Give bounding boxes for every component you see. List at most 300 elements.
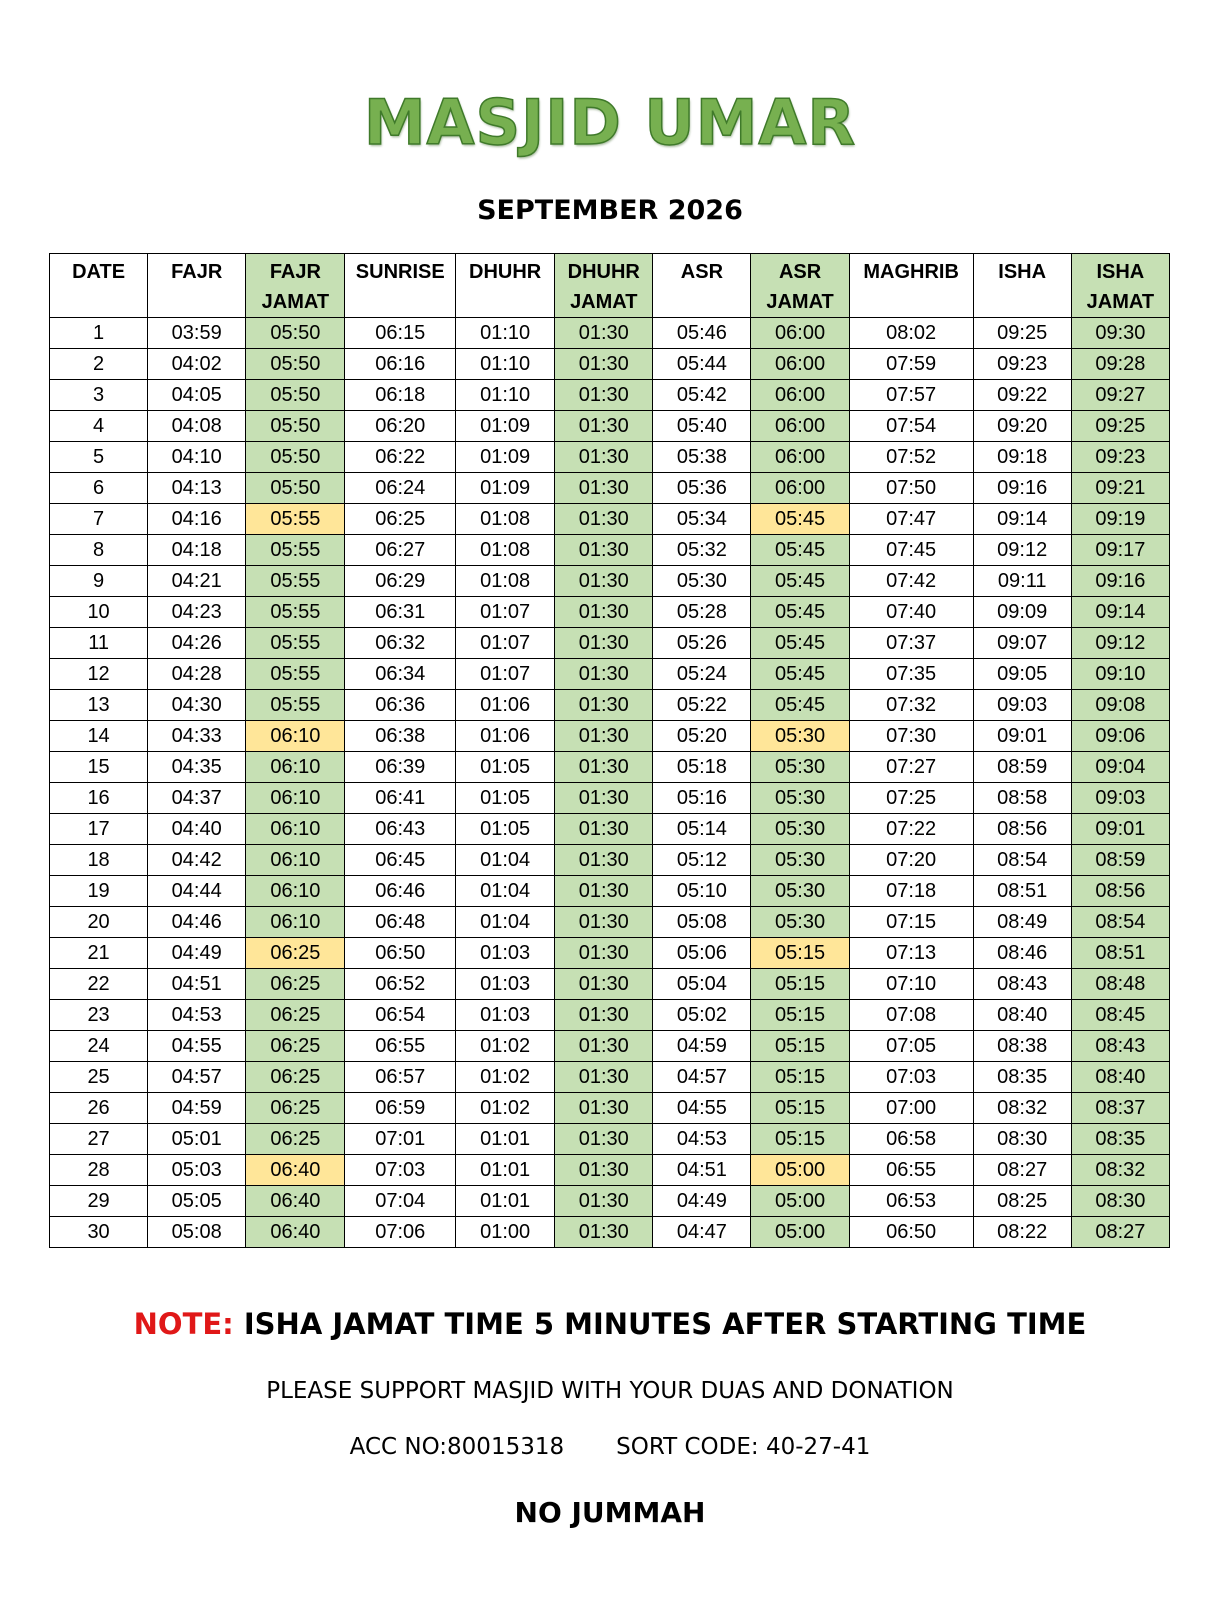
table-row <box>50 442 1170 473</box>
time-cell: 05:30 <box>751 783 849 814</box>
time-cell: 09:30 <box>1071 318 1169 349</box>
date-cell: 26 <box>50 1093 148 1124</box>
column-header-line: DATE <box>72 261 126 283</box>
time-cell: 05:30 <box>751 876 849 907</box>
month-title: SEPTEMBER 2026 <box>477 195 743 226</box>
time-cell: 08:32 <box>1071 1155 1169 1186</box>
time-cell: 04:51 <box>653 1155 751 1186</box>
time-cell: 09:14 <box>973 504 1071 535</box>
time-cell: 07:54 <box>849 411 973 442</box>
time-cell: 06:59 <box>345 1093 456 1124</box>
date-cell: 22 <box>50 969 148 1000</box>
time-cell: 06:39 <box>345 752 456 783</box>
time-cell: 01:10 <box>456 380 555 411</box>
column-header <box>849 254 973 318</box>
time-cell: 04:55 <box>148 1031 246 1062</box>
time-cell: 09:04 <box>1071 752 1169 783</box>
time-cell: 09:11 <box>973 566 1071 597</box>
time-cell: 08:54 <box>1071 907 1169 938</box>
table-row <box>50 1031 1170 1062</box>
column-header-line: DHUHR <box>469 261 542 283</box>
time-cell: 05:45 <box>751 566 849 597</box>
time-cell: 05:14 <box>653 814 751 845</box>
time-cell: 05:26 <box>653 628 751 659</box>
time-cell: 05:40 <box>653 411 751 442</box>
time-cell: 06:10 <box>246 845 345 876</box>
time-cell: 04:23 <box>148 597 246 628</box>
sort-code: SORT CODE: 40-27-41 <box>616 1434 871 1460</box>
time-cell: 05:08 <box>653 907 751 938</box>
table-body <box>50 318 1170 1248</box>
time-cell: 05:03 <box>148 1155 246 1186</box>
table-row <box>50 597 1170 628</box>
time-cell: 01:30 <box>555 597 653 628</box>
time-cell: 01:10 <box>456 349 555 380</box>
time-cell: 01:30 <box>555 752 653 783</box>
date-cell: 8 <box>50 535 148 566</box>
time-cell: 04:26 <box>148 628 246 659</box>
time-cell: 07:37 <box>849 628 973 659</box>
time-cell: 07:35 <box>849 659 973 690</box>
time-cell: 01:30 <box>555 411 653 442</box>
time-cell: 09:08 <box>1071 690 1169 721</box>
time-cell: 09:16 <box>973 473 1071 504</box>
time-cell: 07:42 <box>849 566 973 597</box>
table-row <box>50 721 1170 752</box>
time-cell: 07:20 <box>849 845 973 876</box>
time-cell: 09:23 <box>1071 442 1169 473</box>
time-cell: 05:50 <box>246 442 345 473</box>
time-cell: 06:25 <box>246 969 345 1000</box>
time-cell: 07:22 <box>849 814 973 845</box>
time-cell: 06:48 <box>345 907 456 938</box>
time-cell: 05:18 <box>653 752 751 783</box>
date-cell: 24 <box>50 1031 148 1062</box>
table-row <box>50 380 1170 411</box>
time-cell: 01:07 <box>456 659 555 690</box>
time-cell: 05:15 <box>751 938 849 969</box>
time-cell: 05:08 <box>148 1217 246 1248</box>
column-header-line: JAMAT <box>1086 291 1155 313</box>
time-cell: 04:05 <box>148 380 246 411</box>
time-cell: 08:27 <box>973 1155 1071 1186</box>
time-cell: 01:04 <box>456 907 555 938</box>
time-cell: 01:30 <box>555 535 653 566</box>
table-row <box>50 969 1170 1000</box>
time-cell: 09:27 <box>1071 380 1169 411</box>
time-cell: 09:01 <box>973 721 1071 752</box>
time-cell: 04:55 <box>653 1093 751 1124</box>
time-cell: 05:45 <box>751 535 849 566</box>
time-cell: 06:25 <box>246 1000 345 1031</box>
table-row <box>50 752 1170 783</box>
time-cell: 01:02 <box>456 1031 555 1062</box>
time-cell: 08:43 <box>973 969 1071 1000</box>
time-cell: 09:12 <box>1071 628 1169 659</box>
column-header-line: MAGHRIB <box>863 261 959 283</box>
table-row <box>50 504 1170 535</box>
time-cell: 06:25 <box>246 1093 345 1124</box>
time-cell: 05:50 <box>246 473 345 504</box>
date-cell: 6 <box>50 473 148 504</box>
date-cell: 12 <box>50 659 148 690</box>
date-cell: 28 <box>50 1155 148 1186</box>
table-row <box>50 1062 1170 1093</box>
time-cell: 05:34 <box>653 504 751 535</box>
table-row <box>50 814 1170 845</box>
time-cell: 05:30 <box>751 845 849 876</box>
date-cell: 13 <box>50 690 148 721</box>
time-cell: 08:30 <box>1071 1186 1169 1217</box>
time-cell: 04:40 <box>148 814 246 845</box>
time-cell: 05:00 <box>751 1186 849 1217</box>
time-cell: 06:20 <box>345 411 456 442</box>
time-cell: 01:30 <box>555 1000 653 1031</box>
table-row <box>50 318 1170 349</box>
time-cell: 06:00 <box>751 442 849 473</box>
time-cell: 09:07 <box>973 628 1071 659</box>
time-cell: 04:57 <box>653 1062 751 1093</box>
time-cell: 04:53 <box>148 1000 246 1031</box>
time-cell: 05:55 <box>246 597 345 628</box>
date-cell: 3 <box>50 380 148 411</box>
time-cell: 04:33 <box>148 721 246 752</box>
time-cell: 01:30 <box>555 938 653 969</box>
table-row <box>50 1093 1170 1124</box>
time-cell: 06:32 <box>345 628 456 659</box>
time-cell: 09:19 <box>1071 504 1169 535</box>
time-cell: 04:47 <box>653 1217 751 1248</box>
time-cell: 05:16 <box>653 783 751 814</box>
time-cell: 01:01 <box>456 1124 555 1155</box>
time-cell: 04:21 <box>148 566 246 597</box>
time-cell: 01:30 <box>555 814 653 845</box>
column-header <box>456 254 555 318</box>
time-cell: 01:30 <box>555 1031 653 1062</box>
time-cell: 06:54 <box>345 1000 456 1031</box>
time-cell: 06:50 <box>849 1217 973 1248</box>
time-cell: 09:21 <box>1071 473 1169 504</box>
time-cell: 04:16 <box>148 504 246 535</box>
time-cell: 06:43 <box>345 814 456 845</box>
time-cell: 05:50 <box>246 349 345 380</box>
time-cell: 01:01 <box>456 1186 555 1217</box>
time-cell: 06:40 <box>246 1155 345 1186</box>
time-cell: 07:13 <box>849 938 973 969</box>
column-header <box>345 254 456 318</box>
time-cell: 06:57 <box>345 1062 456 1093</box>
time-cell: 04:18 <box>148 535 246 566</box>
time-cell: 04:49 <box>148 938 246 969</box>
time-cell: 01:04 <box>456 845 555 876</box>
time-cell: 06:55 <box>345 1031 456 1062</box>
time-cell: 06:10 <box>246 721 345 752</box>
time-cell: 08:27 <box>1071 1217 1169 1248</box>
column-header <box>751 254 849 318</box>
time-cell: 01:30 <box>555 380 653 411</box>
date-cell: 25 <box>50 1062 148 1093</box>
time-cell: 01:03 <box>456 969 555 1000</box>
masjid-title: MASJID UMAR <box>363 86 857 159</box>
time-cell: 01:30 <box>555 566 653 597</box>
time-cell: 08:51 <box>1071 938 1169 969</box>
table-row <box>50 628 1170 659</box>
time-cell: 01:08 <box>456 566 555 597</box>
time-cell: 04:02 <box>148 349 246 380</box>
time-cell: 05:01 <box>148 1124 246 1155</box>
time-cell: 09:17 <box>1071 535 1169 566</box>
time-cell: 07:15 <box>849 907 973 938</box>
time-cell: 01:30 <box>555 721 653 752</box>
date-cell: 1 <box>50 318 148 349</box>
time-cell: 05:50 <box>246 318 345 349</box>
time-cell: 01:30 <box>555 1155 653 1186</box>
time-cell: 01:30 <box>555 1124 653 1155</box>
time-cell: 06:38 <box>345 721 456 752</box>
time-cell: 05:55 <box>246 566 345 597</box>
date-cell: 27 <box>50 1124 148 1155</box>
time-cell: 01:30 <box>555 473 653 504</box>
column-header-line: DHUHR <box>567 261 640 283</box>
column-header <box>555 254 653 318</box>
time-cell: 06:00 <box>751 380 849 411</box>
header-row <box>50 254 1170 318</box>
table-row <box>50 783 1170 814</box>
time-cell: 06:00 <box>751 473 849 504</box>
time-cell: 01:30 <box>555 1217 653 1248</box>
time-cell: 06:31 <box>345 597 456 628</box>
time-cell: 04:49 <box>653 1186 751 1217</box>
time-cell: 01:30 <box>555 1093 653 1124</box>
time-cell: 05:20 <box>653 721 751 752</box>
time-cell: 05:50 <box>246 380 345 411</box>
time-cell: 05:55 <box>246 504 345 535</box>
column-header-line: JAMAT <box>570 291 638 313</box>
time-cell: 06:29 <box>345 566 456 597</box>
column-header <box>1071 254 1169 318</box>
time-cell: 06:40 <box>246 1217 345 1248</box>
time-cell: 07:00 <box>849 1093 973 1124</box>
time-cell: 06:16 <box>345 349 456 380</box>
time-cell: 01:30 <box>555 783 653 814</box>
time-cell: 01:30 <box>555 628 653 659</box>
time-cell: 05:15 <box>751 1062 849 1093</box>
time-cell: 06:50 <box>345 938 456 969</box>
note-text: ISHA JAMAT TIME 5 MINUTES AFTER STARTING TIME <box>233 1307 1087 1341</box>
time-cell: 09:03 <box>973 690 1071 721</box>
date-cell: 21 <box>50 938 148 969</box>
time-cell: 08:35 <box>1071 1124 1169 1155</box>
time-cell: 06:46 <box>345 876 456 907</box>
time-cell: 07:30 <box>849 721 973 752</box>
time-cell: 05:05 <box>148 1186 246 1217</box>
table-row <box>50 535 1170 566</box>
time-cell: 09:12 <box>973 535 1071 566</box>
time-cell: 09:28 <box>1071 349 1169 380</box>
column-header-line: JAMAT <box>261 291 330 313</box>
time-cell: 07:47 <box>849 504 973 535</box>
date-cell: 29 <box>50 1186 148 1217</box>
time-cell: 01:04 <box>456 876 555 907</box>
time-cell: 04:30 <box>148 690 246 721</box>
time-cell: 01:30 <box>555 1062 653 1093</box>
column-header-line: SUNRISE <box>355 261 445 283</box>
time-cell: 08:38 <box>973 1031 1071 1062</box>
time-cell: 09:01 <box>1071 814 1169 845</box>
date-cell: 10 <box>50 597 148 628</box>
time-cell: 06:40 <box>246 1186 345 1217</box>
time-cell: 05:30 <box>653 566 751 597</box>
table-row <box>50 690 1170 721</box>
table-row <box>50 473 1170 504</box>
time-cell: 01:08 <box>456 535 555 566</box>
time-cell: 06:24 <box>345 473 456 504</box>
time-cell: 01:05 <box>456 752 555 783</box>
column-header-line: ASR <box>778 261 822 283</box>
column-header <box>148 254 246 318</box>
time-cell: 06:10 <box>246 907 345 938</box>
time-cell: 01:30 <box>555 845 653 876</box>
time-cell: 05:45 <box>751 659 849 690</box>
time-cell: 06:53 <box>849 1186 973 1217</box>
table-row <box>50 1155 1170 1186</box>
time-cell: 06:34 <box>345 659 456 690</box>
jummah-notice: NO JUMMAH <box>514 1496 706 1529</box>
time-cell: 08:59 <box>973 752 1071 783</box>
time-cell: 01:30 <box>555 690 653 721</box>
column-header-line: JAMAT <box>766 291 834 313</box>
time-cell: 09:18 <box>973 442 1071 473</box>
time-cell: 05:45 <box>751 628 849 659</box>
time-cell: 07:04 <box>345 1186 456 1217</box>
time-cell: 05:00 <box>751 1155 849 1186</box>
time-cell: 01:10 <box>456 318 555 349</box>
time-cell: 06:22 <box>345 442 456 473</box>
time-cell: 05:30 <box>751 814 849 845</box>
time-cell: 04:57 <box>148 1062 246 1093</box>
time-cell: 04:53 <box>653 1124 751 1155</box>
time-cell: 01:06 <box>456 690 555 721</box>
time-cell: 05:02 <box>653 1000 751 1031</box>
time-cell: 08:49 <box>973 907 1071 938</box>
time-cell: 06:18 <box>345 380 456 411</box>
time-cell: 04:42 <box>148 845 246 876</box>
time-cell: 08:45 <box>1071 1000 1169 1031</box>
time-cell: 08:40 <box>1071 1062 1169 1093</box>
time-cell: 04:08 <box>148 411 246 442</box>
time-cell: 09:22 <box>973 380 1071 411</box>
table-row <box>50 659 1170 690</box>
time-cell: 05:55 <box>246 690 345 721</box>
account-number: ACC NO:80015318 <box>349 1434 565 1460</box>
time-cell: 09:10 <box>1071 659 1169 690</box>
time-cell: 09:25 <box>1071 411 1169 442</box>
date-cell: 20 <box>50 907 148 938</box>
date-cell: 23 <box>50 1000 148 1031</box>
table-row <box>50 1124 1170 1155</box>
date-cell: 7 <box>50 504 148 535</box>
prayer-timetable <box>49 253 1170 1248</box>
date-cell: 16 <box>50 783 148 814</box>
time-cell: 01:01 <box>456 1155 555 1186</box>
time-cell: 05:45 <box>751 597 849 628</box>
time-cell: 08:56 <box>973 814 1071 845</box>
time-cell: 07:03 <box>849 1062 973 1093</box>
time-cell: 07:05 <box>849 1031 973 1062</box>
time-cell: 05:46 <box>653 318 751 349</box>
time-cell: 09:06 <box>1071 721 1169 752</box>
time-cell: 09:05 <box>973 659 1071 690</box>
time-cell: 05:44 <box>653 349 751 380</box>
time-cell: 01:08 <box>456 504 555 535</box>
time-cell: 08:48 <box>1071 969 1169 1000</box>
time-cell: 09:03 <box>1071 783 1169 814</box>
time-cell: 01:30 <box>555 1186 653 1217</box>
table-row <box>50 411 1170 442</box>
time-cell: 05:15 <box>751 1031 849 1062</box>
date-cell: 18 <box>50 845 148 876</box>
time-cell: 04:37 <box>148 783 246 814</box>
time-cell: 08:56 <box>1071 876 1169 907</box>
time-cell: 05:42 <box>653 380 751 411</box>
time-cell: 08:25 <box>973 1186 1071 1217</box>
time-cell: 05:10 <box>653 876 751 907</box>
time-cell: 06:27 <box>345 535 456 566</box>
time-cell: 07:03 <box>345 1155 456 1186</box>
table-row <box>50 1217 1170 1248</box>
table-row <box>50 845 1170 876</box>
table-row <box>50 566 1170 597</box>
time-cell: 01:00 <box>456 1217 555 1248</box>
time-cell: 05:12 <box>653 845 751 876</box>
time-cell: 09:09 <box>973 597 1071 628</box>
time-cell: 07:27 <box>849 752 973 783</box>
date-cell: 15 <box>50 752 148 783</box>
time-cell: 08:02 <box>849 318 973 349</box>
time-cell: 03:59 <box>148 318 246 349</box>
time-cell: 05:50 <box>246 411 345 442</box>
column-header <box>653 254 751 318</box>
time-cell: 04:10 <box>148 442 246 473</box>
time-cell: 06:25 <box>246 1031 345 1062</box>
time-cell: 09:14 <box>1071 597 1169 628</box>
time-cell: 01:30 <box>555 318 653 349</box>
time-cell: 01:09 <box>456 411 555 442</box>
time-cell: 01:30 <box>555 907 653 938</box>
column-header <box>973 254 1071 318</box>
date-cell: 14 <box>50 721 148 752</box>
note-line <box>0 1307 1220 1341</box>
table-row <box>50 1000 1170 1031</box>
time-cell: 08:58 <box>973 783 1071 814</box>
time-cell: 04:59 <box>148 1093 246 1124</box>
time-cell: 06:55 <box>849 1155 973 1186</box>
time-cell: 06:00 <box>751 411 849 442</box>
time-cell: 04:35 <box>148 752 246 783</box>
date-cell: 17 <box>50 814 148 845</box>
time-cell: 05:36 <box>653 473 751 504</box>
table-row <box>50 349 1170 380</box>
table-row <box>50 876 1170 907</box>
time-cell: 01:05 <box>456 814 555 845</box>
time-cell: 01:03 <box>456 938 555 969</box>
time-cell: 05:22 <box>653 690 751 721</box>
bank-details <box>0 1434 1220 1460</box>
time-cell: 06:25 <box>345 504 456 535</box>
time-cell: 07:45 <box>849 535 973 566</box>
time-cell: 07:50 <box>849 473 973 504</box>
time-cell: 01:30 <box>555 349 653 380</box>
